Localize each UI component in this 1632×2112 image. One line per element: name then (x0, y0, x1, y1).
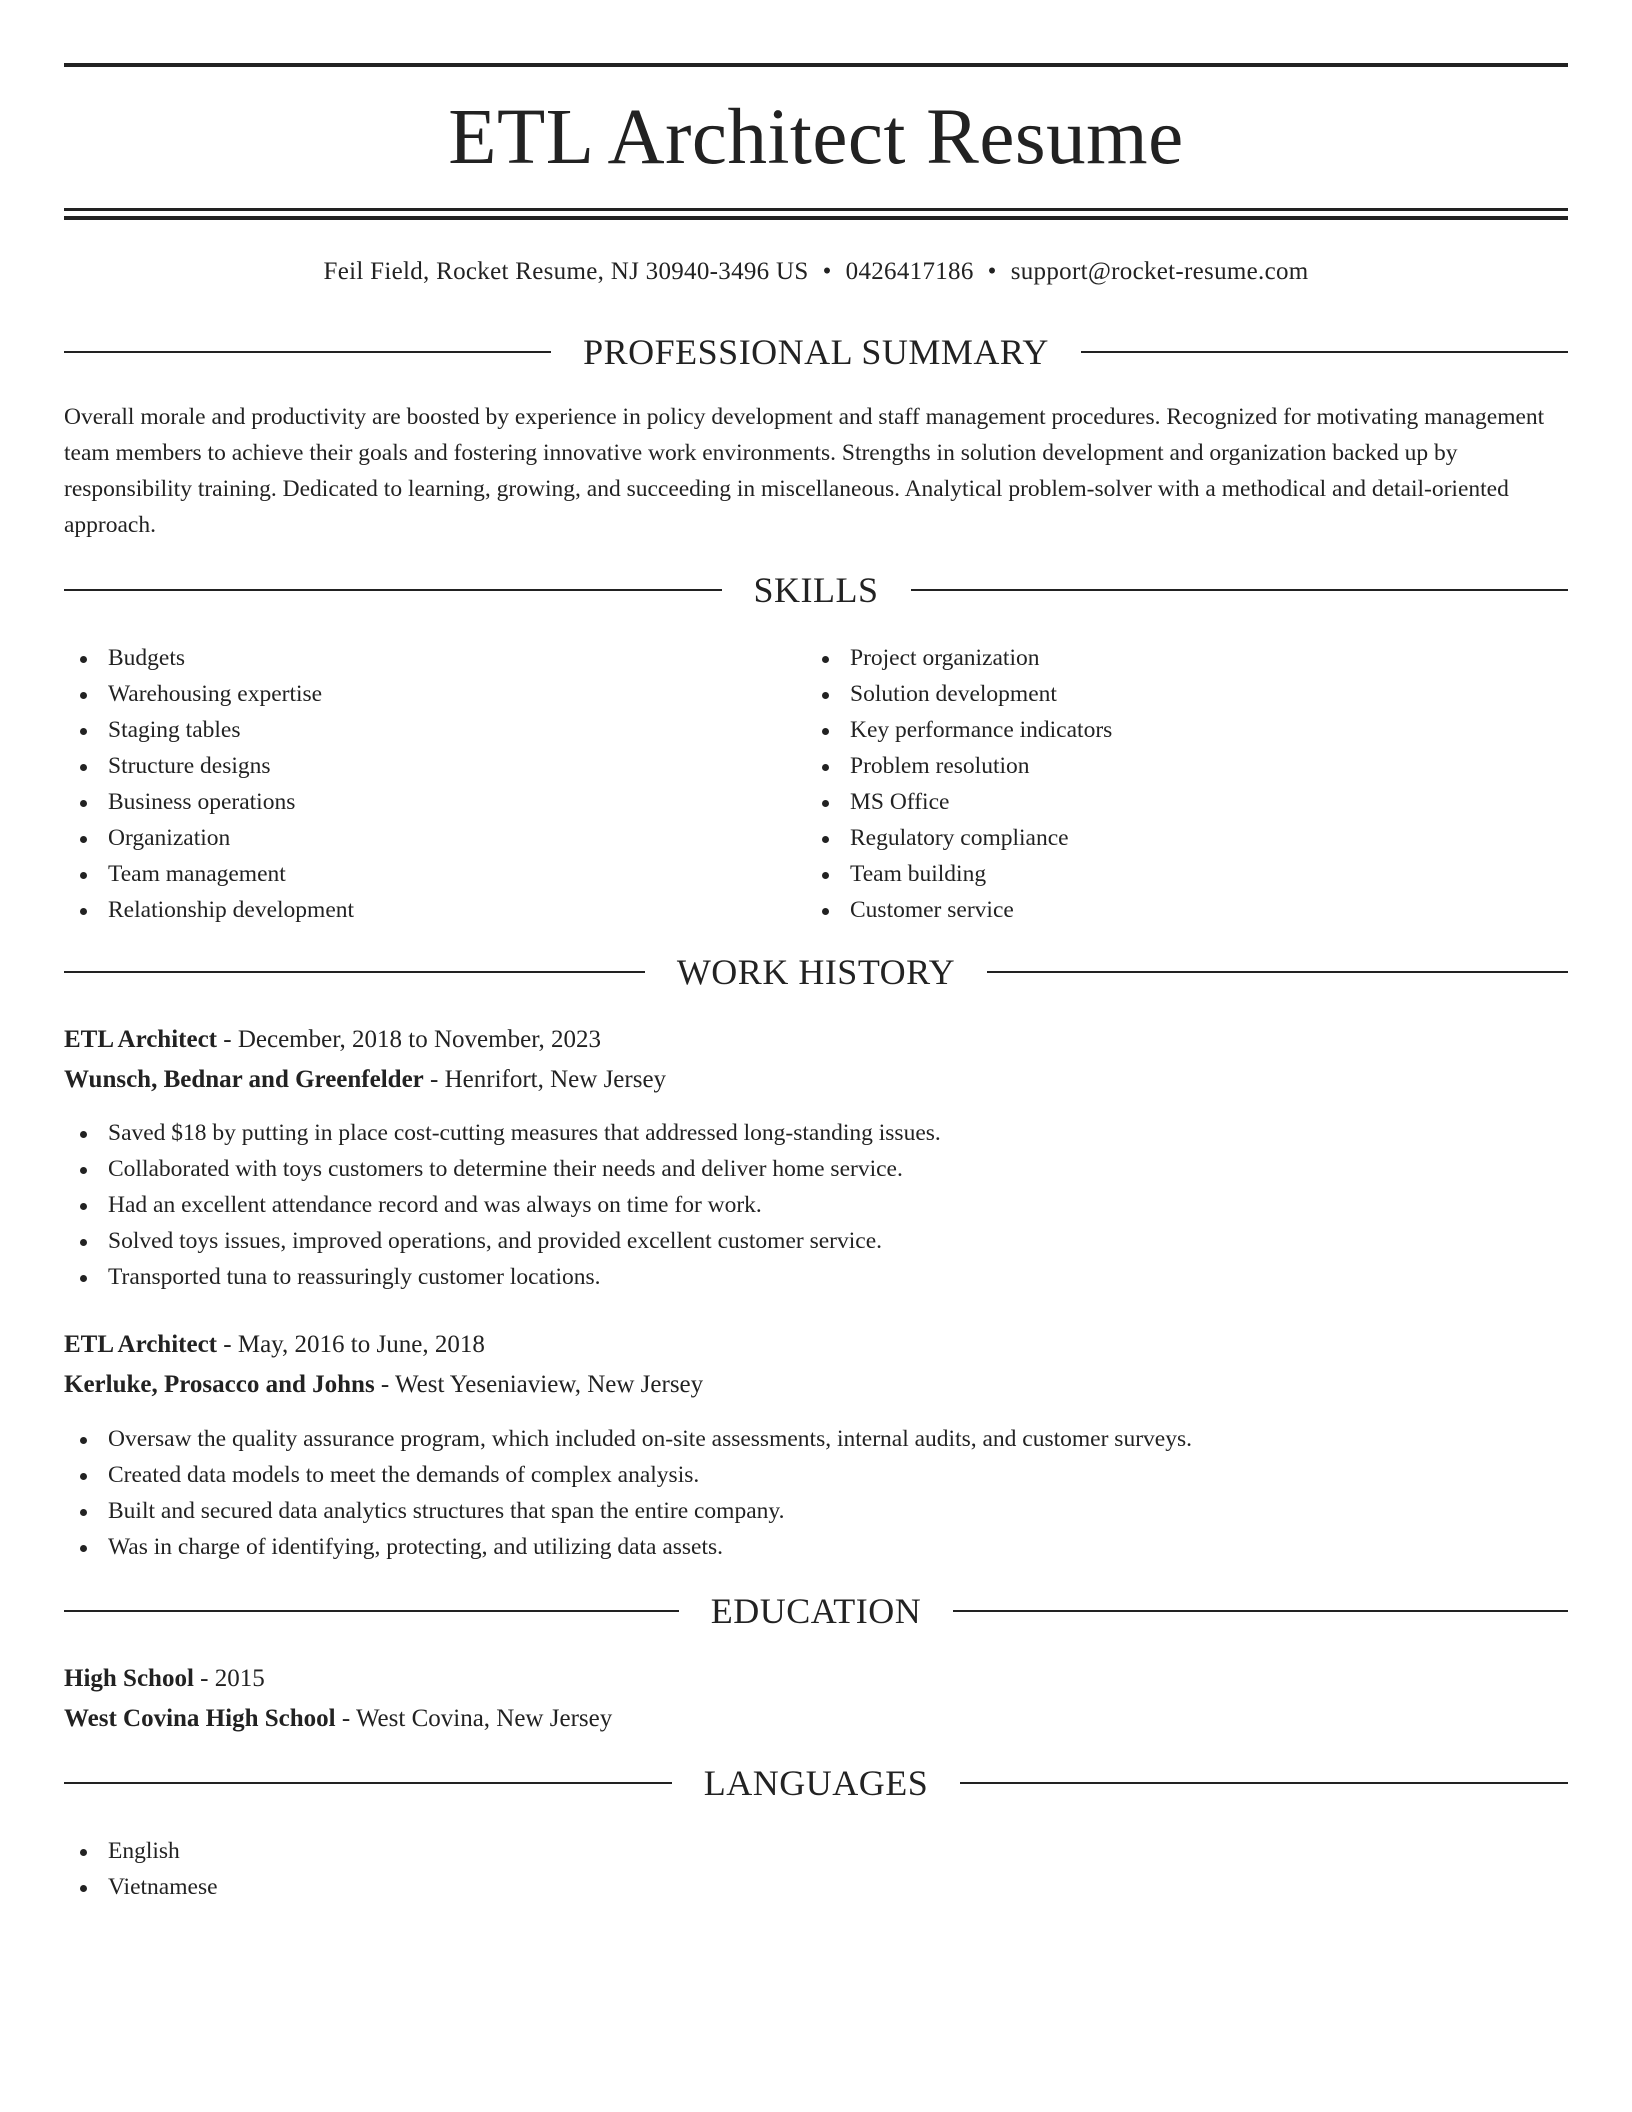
section-title-languages: LANGUAGES (703, 1763, 929, 1803)
job-1-title: ETL Architect (64, 1026, 218, 1053)
skill-item: Customer service (806, 892, 1112, 928)
job-2-company-line (64, 1367, 703, 1403)
section-title-education: EDUCATION (710, 1591, 922, 1631)
skills-list-left (64, 640, 354, 928)
job-2-bullet: Created data models to meet the demands of complex analysis. (64, 1457, 1192, 1493)
section-rule (960, 1782, 1568, 1784)
skill-item: Organization (64, 820, 354, 856)
job-2-bullet: Built and secured data analytics structures that span the entire company. (64, 1493, 1192, 1529)
education-school: West Covina High School (64, 1705, 336, 1732)
section-title-skills: SKILLS (753, 570, 879, 610)
section-rule (911, 589, 1569, 591)
job-2-title-line (64, 1327, 485, 1363)
job-1-bullets (64, 1115, 941, 1295)
contact-phone: 0426417186 (845, 258, 974, 285)
skill-item: Solution development (806, 676, 1112, 712)
skill-item: Team management (64, 856, 354, 892)
skill-item: Relationship development (64, 892, 354, 928)
language-item: Vietnamese (64, 1869, 218, 1905)
education-degree-line (64, 1661, 265, 1697)
job-1-location: - Henrifort, New Jersey (430, 1066, 667, 1093)
skill-item: Staging tables (64, 712, 354, 748)
section-rule (987, 971, 1568, 973)
skills-list-right (806, 640, 1112, 928)
section-header-languages (64, 1761, 1568, 1805)
job-2-bullet: Was in charge of identifying, protecting, and utilizing data assets. (64, 1529, 1192, 1565)
contact-line (64, 254, 1568, 290)
job-2-dates: - May, 2016 to June, 2018 (223, 1331, 485, 1358)
skill-item: Team building (806, 856, 1112, 892)
header-double-rule-lower (64, 216, 1568, 220)
section-rule (64, 1610, 679, 1612)
language-item: English (64, 1833, 218, 1869)
section-header-summary (64, 330, 1568, 374)
section-title-work: WORK HISTORY (676, 952, 956, 992)
languages-list (64, 1833, 218, 1905)
header-top-rule (64, 63, 1568, 67)
skill-item: Budgets (64, 640, 354, 676)
skill-item: Structure designs (64, 748, 354, 784)
education-year: - 2015 (200, 1665, 265, 1692)
summary-text: Overall morale and productivity are boosted by experience in policy development and staff management procedures. Recognized for motivating management team members to achieve their goals and fostering innovative work environments. Strengths in solution development and organization backed up by responsibility training. Dedicated to learning, growing, and succeeding in miscellaneous. Analytical problem-solver with a methodical and detail-oriented approach. (64, 404, 1545, 538)
section-header-education (64, 1589, 1568, 1633)
job-1-dates: - December, 2018 to November, 2023 (223, 1026, 602, 1053)
skill-item: Business operations (64, 784, 354, 820)
job-1-bullet: Solved toys issues, improved operations, and provided excellent customer service. (64, 1223, 941, 1259)
section-rule (953, 1610, 1568, 1612)
job-2-title: ETL Architect (64, 1331, 218, 1358)
resume-title: ETL Architect Resume (448, 94, 1184, 181)
skill-item: Regulatory compliance (806, 820, 1112, 856)
skill-item: Project organization (806, 640, 1112, 676)
job-1-company-line (64, 1062, 666, 1098)
section-rule (64, 971, 645, 973)
skill-item: Warehousing expertise (64, 676, 354, 712)
job-1-bullet: Transported tuna to reassuringly customer locations. (64, 1259, 941, 1295)
section-rule (64, 351, 551, 353)
contact-email[interactable]: support@rocket-resume.com (1010, 258, 1309, 285)
header-double-rule-upper (64, 208, 1568, 211)
section-title-summary: PROFESSIONAL SUMMARY (583, 332, 1049, 372)
section-header-work (64, 950, 1568, 994)
education-location: - West Covina, New Jersey (341, 1705, 613, 1732)
job-2-bullet: Oversaw the quality assurance program, which included on-site assessments, internal audits, and customer surveys. (64, 1421, 1192, 1457)
section-rule (64, 589, 722, 591)
contact-separator: • (822, 258, 832, 285)
job-2-bullets (64, 1421, 1192, 1565)
section-rule (1081, 351, 1568, 353)
job-1-title-line (64, 1022, 601, 1058)
job-1-bullet: Collaborated with toys customers to determine their needs and deliver home service. (64, 1151, 941, 1187)
job-1-bullet: Saved $18 by putting in place cost-cutting measures that addressed long-standing issues. (64, 1115, 941, 1151)
skill-item: Problem resolution (806, 748, 1112, 784)
section-rule (64, 1782, 672, 1784)
skill-item: Key performance indicators (806, 712, 1112, 748)
job-1-company: Wunsch, Bednar and Greenfelder (64, 1066, 424, 1093)
job-1-bullet: Had an excellent attendance record and was always on time for work. (64, 1187, 941, 1223)
skill-item: MS Office (806, 784, 1112, 820)
contact-address: Feil Field, Rocket Resume, NJ 30940-3496 US (323, 258, 809, 285)
job-2-location: - West Yeseniaview, New Jersey (380, 1371, 704, 1398)
education-degree: High School (64, 1665, 194, 1692)
contact-separator: • (987, 258, 997, 285)
section-header-skills (64, 568, 1568, 612)
job-2-company: Kerluke, Prosacco and Johns (64, 1371, 375, 1398)
education-school-line (64, 1701, 612, 1737)
